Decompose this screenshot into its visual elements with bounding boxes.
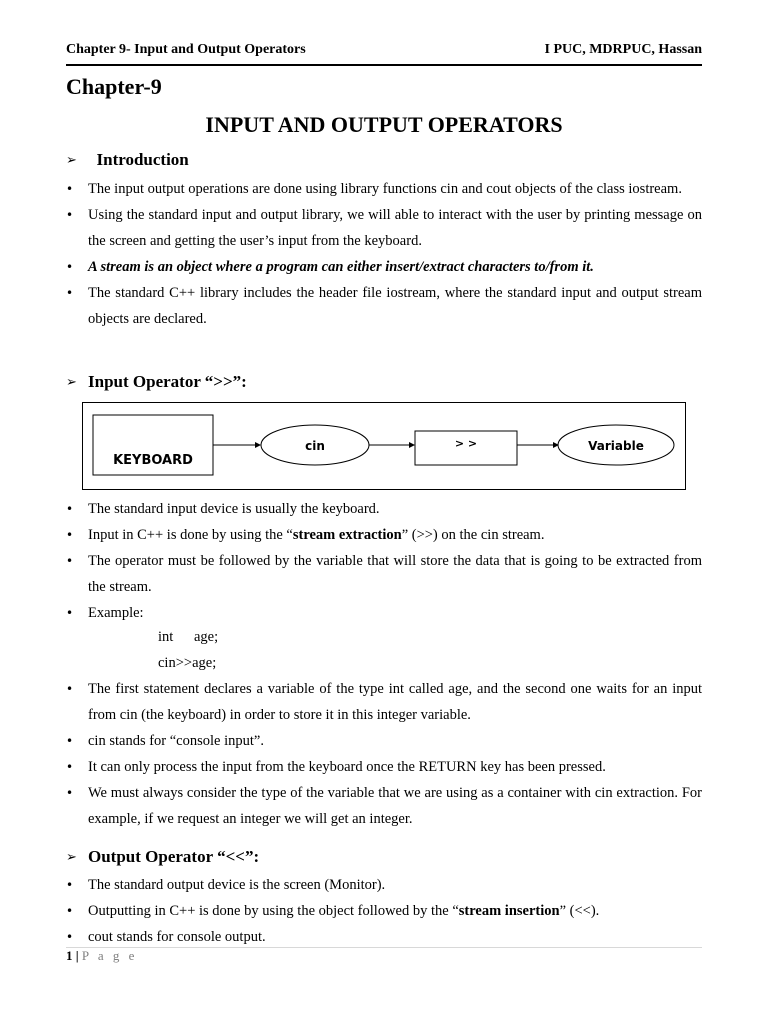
section-heading-text: Introduction xyxy=(96,150,189,169)
list-item: • The first statement declares a variable of the type int called age, and the second one waits for an input from cin (the keyboard) in order to store it in this integer variable. xyxy=(66,676,702,728)
section-heading-text: Output Operator “<<”: xyxy=(88,847,260,866)
text-run: Outputting in C++ is done by using the object followed by the “ xyxy=(88,903,459,919)
footer-rule xyxy=(66,947,702,948)
list-item: • cout stands for console output. xyxy=(66,924,702,950)
list-item: • cin stands for “console input”. xyxy=(66,728,702,754)
code-example xyxy=(158,624,218,676)
section-heading-introduction xyxy=(66,150,189,170)
arrow-bullet-icon: ➢ xyxy=(66,850,77,865)
arrow-head-icon xyxy=(255,442,261,448)
header-left: Chapter 9- Input and Output Operators xyxy=(66,42,306,57)
emphasis-text: A stream is an object where a program can either insert/extract characters to/from it. xyxy=(88,259,594,275)
operator-label: > > xyxy=(454,437,478,450)
header-right: I PUC, MDRPUC, Hassan xyxy=(544,42,702,57)
bold-term: stream extraction xyxy=(292,527,402,543)
code-keyword: int xyxy=(158,629,174,645)
input-bullet-list-2 xyxy=(66,676,702,832)
code-line xyxy=(158,624,218,650)
running-header xyxy=(66,42,702,62)
variable-label: Variable xyxy=(588,439,644,453)
page-label: P a g e xyxy=(81,948,138,963)
text-run: Input in C++ is done by using the “ xyxy=(88,527,293,543)
page-title: INPUT AND OUTPUT OPERATORS xyxy=(205,112,563,137)
intro-bullet-list xyxy=(66,176,702,332)
section-heading-input-operator xyxy=(66,372,247,392)
list-item: • The input output operations are done using library functions cin and cout objects of the class iostream. xyxy=(66,176,702,202)
list-item: • The operator must be followed by the variable that will store the data that is going to be extracted from the stream. xyxy=(66,548,702,600)
list-item: • Example: xyxy=(66,600,702,626)
footer-separator: | xyxy=(72,948,82,963)
arrow-bullet-icon: ➢ xyxy=(66,375,77,390)
list-item: • It can only process the input from the keyboard once the RETURN key has been pressed. xyxy=(66,754,702,780)
chapter-label: Chapter-9 xyxy=(66,74,162,99)
keyboard-label: KEYBOARD xyxy=(113,453,193,468)
arrow-bullet-icon: ➢ xyxy=(66,153,77,168)
input-bullet-list-1 xyxy=(66,496,702,626)
list-item: • The standard input device is usually the keyboard. xyxy=(66,496,702,522)
code-line: cin>>age; xyxy=(158,655,217,671)
list-item xyxy=(66,898,702,924)
page-footer xyxy=(66,948,137,964)
code-identifier: age; xyxy=(194,629,219,645)
header-rule xyxy=(66,64,702,66)
flow-diagram-svg xyxy=(83,403,687,491)
text-run: ” (>>) on the cin stream. xyxy=(401,527,545,543)
input-flow-diagram xyxy=(82,402,686,490)
list-item xyxy=(66,254,702,280)
arrow-head-icon xyxy=(409,442,415,448)
list-item: • The standard output device is the screen (Monitor). xyxy=(66,872,702,898)
list-item: • The standard C++ library includes the header file iostream, where the standard input and output stream objects are declared. xyxy=(66,280,702,332)
list-item: • Using the standard input and output library, we will able to interact with the user by printing message on the screen and getting the user’s input from the keyboard. xyxy=(66,202,702,254)
bold-term: stream insertion xyxy=(458,903,560,919)
text-run: ” (<<). xyxy=(559,903,600,919)
output-bullet-list xyxy=(66,872,702,950)
list-item xyxy=(66,522,702,548)
page-number: 1 xyxy=(66,948,73,963)
list-item: • We must always consider the type of the variable that we are using as a container with cin extraction. For example, if we request an integer we will get an integer. xyxy=(66,780,702,832)
section-heading-text: Input Operator “>>”: xyxy=(88,372,247,391)
section-heading-output-operator xyxy=(66,847,259,867)
cin-label: cin xyxy=(305,439,325,453)
